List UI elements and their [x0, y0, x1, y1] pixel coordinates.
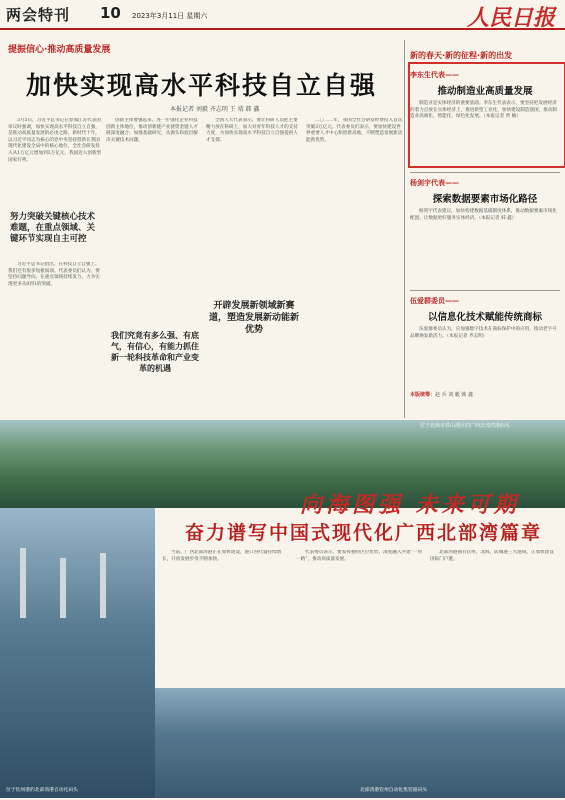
port-photo-bottom: [155, 688, 565, 798]
feature-headline: 奋力谱写中国式现代化广西北部湾篇章: [185, 522, 543, 544]
column-divider: [404, 40, 405, 418]
right-article-title: 以信息化技术赋能传统商标: [427, 312, 542, 323]
divider: [410, 172, 560, 173]
right-article-3: [410, 296, 560, 340]
divider: [410, 290, 560, 291]
photo-caption: 位于北海市铁山港区的广西北部湾港码头: [420, 423, 511, 429]
right-article-title: 推动制造业高质量发展: [437, 86, 533, 97]
right-article-1: [410, 70, 560, 121]
pull-quote-2: 开辟发展新领域新赛道，塑造发展新动能新优势: [208, 301, 299, 335]
speaker-name: 杨剑宇代表——: [410, 179, 459, 187]
masthead: [0, 0, 565, 30]
feature-col-1: 当前，广西北部湾港正在加快建设，港口吞吐量持续增长，开放发展步伐不断加快。: [162, 550, 282, 562]
speaker-name: 伍爱群委员——: [410, 297, 459, 305]
right-article-body: 伍爱群委员认为，应加强数字技术在商标保护中的应用，推动老字号品牌焕发新活力。（本报记者 齐志明）: [410, 327, 557, 339]
page-number: 10: [100, 4, 121, 22]
feature-col-2: 代表委员表示，要发挥独特区位优势，深度融入共建“一带一路”，推动高质量发展。: [296, 550, 423, 562]
crane-shape: [60, 558, 66, 618]
article-subhead: 努力突破关键核心技术难题，在重点领域、关键环节实现自主可控: [10, 212, 96, 244]
crane-shape: [100, 553, 106, 618]
main-headline: 加快实现高水平科技自立自强: [26, 71, 378, 100]
right-article-body: 杨剑宇代表建议，加快构建数据基础制度体系，推动数据要素市场化配置，让数据更好服务实体经济。（本报记者 韩 鑫）: [410, 209, 557, 221]
photo-caption-left: 位于钦州港的北部湾港自动化码头: [6, 788, 78, 793]
newspaper-logo: 人民日报: [466, 5, 555, 31]
article-col-1b: 习近平总书记指出，在科技自立自强上，我们还有很多短板弱项。代表委员们认为，要坚持问题导向，在重点领域持续发力，力争实现更多从0到1的突破。: [8, 262, 100, 287]
right-article-body: 制造业是实体经济的重要基础。李东生代表表示，要坚持把发展经济的着力点放在实体经济上，推进新型工业化，加快建设制造强国，推动制造业高端化、智能化、绿色化发展。（本报记者 贾 楠）: [410, 101, 558, 119]
crane-shape: [20, 548, 26, 618]
article-col-1: 3月5日，习近平总书记在参加江苏代表团审议时强调，加快实现高水平科技自立自强，是推动高质量发展的必由之路。新时代十年，以习近平同志为核心的党中央坚持创新在我国现代化建设全局中的核心地位，全社会研发投入从1万亿元增加到3万亿元，我国迈入创新型国家行列。: [8, 118, 102, 163]
issue-date: 2023年3月11日 星期六: [132, 12, 208, 20]
photo-caption-bottom: 北部湾港钦州自动化集装箱码头: [360, 788, 428, 793]
editor-label: 本版统筹：: [410, 392, 436, 398]
port-photo-left: [0, 508, 155, 798]
article-col-4: 二〇二二年，我国全社会研发经费投入首次突破3万亿元。代表委员们表示，要加快建设世界重要人才中心和创新高地，不断塑造发展新动能新优势。: [306, 118, 403, 143]
right-kicker: 新的春天·新的征程·新的出发: [410, 51, 513, 60]
right-article-2: [410, 178, 560, 222]
left-kicker: 提振信心·推动高质量发展: [8, 45, 111, 55]
feature-slogan: 向海图强 未来可期: [300, 492, 520, 518]
editor-names: 赵 兵 刘 毅 韩 鑫: [435, 392, 473, 398]
article-col-2: 创新主体要强起来。进一步强化企业科技创新主体地位，推动创新链产业链资金链人才链深度融合。加强基础研究，从源头和底层解决关键技术问题。: [106, 118, 198, 143]
editor-note: [410, 392, 560, 399]
section-name: 两会特刊: [6, 6, 71, 24]
speaker-name: 李东生代表——: [410, 71, 459, 79]
right-article-title: 探索数据要素市场化路径: [432, 194, 538, 205]
pull-quote-1: 我们究竟有多么强、有底气，有信心，有能力抓住新一轮科技革命和产业变革的机遇: [111, 331, 199, 373]
feature-col-3: 北部湾港拥有钦州、北海、防城港三大港域，正加快建设国际门户港。: [430, 550, 554, 562]
byline: 本报记者 刘毅 齐志明 王 靖 韩 鑫: [170, 106, 260, 113]
article-col-3: 全国人大代表表示，要让科研人员把主要精力放在科研上，加大对青年科技人才的支持力度，为加快实现高水平科技自立自强提供人才支撑。: [206, 118, 298, 143]
